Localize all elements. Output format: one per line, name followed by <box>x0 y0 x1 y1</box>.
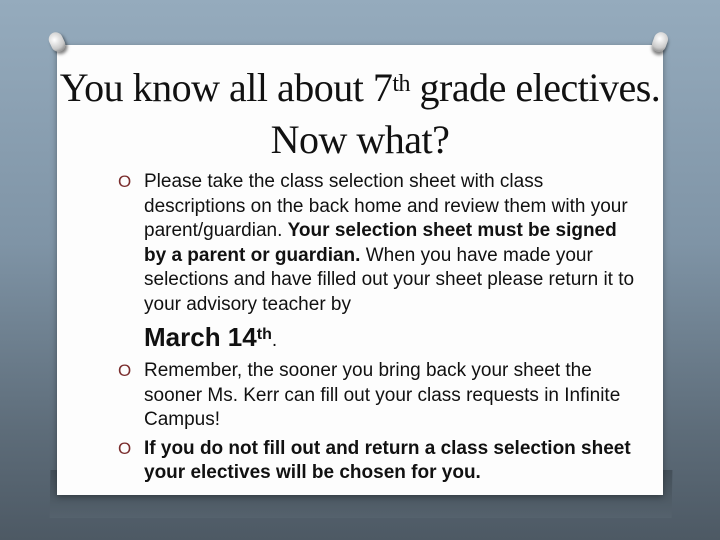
slide-title: You know all about 7th grade electives. Now what? <box>59 65 661 162</box>
bullet-icon: O <box>118 361 132 380</box>
bullet-item: O Please take the class selection sheet with class descriptions on the back home and review them with your parent/guardian. Your selection sheet must be signed by a parent or guardian. When you have made your selections and have filled out your sheet please return it to your advisory teacher by March 14th. <box>118 170 638 355</box>
bullet-icon: O <box>118 438 132 458</box>
slide-body <box>118 170 638 490</box>
due-date: March 14th <box>144 322 272 352</box>
bullet-item: O Remember, the sooner you bring back your sheet the sooner Ms. Kerr can fill out your class requests in Infinite Campus! <box>118 360 621 430</box>
bullet-icon: O <box>118 172 132 191</box>
bullet-item: O If you do not fill out and return a class selection sheet your electives will be chosen for you. <box>118 437 631 483</box>
